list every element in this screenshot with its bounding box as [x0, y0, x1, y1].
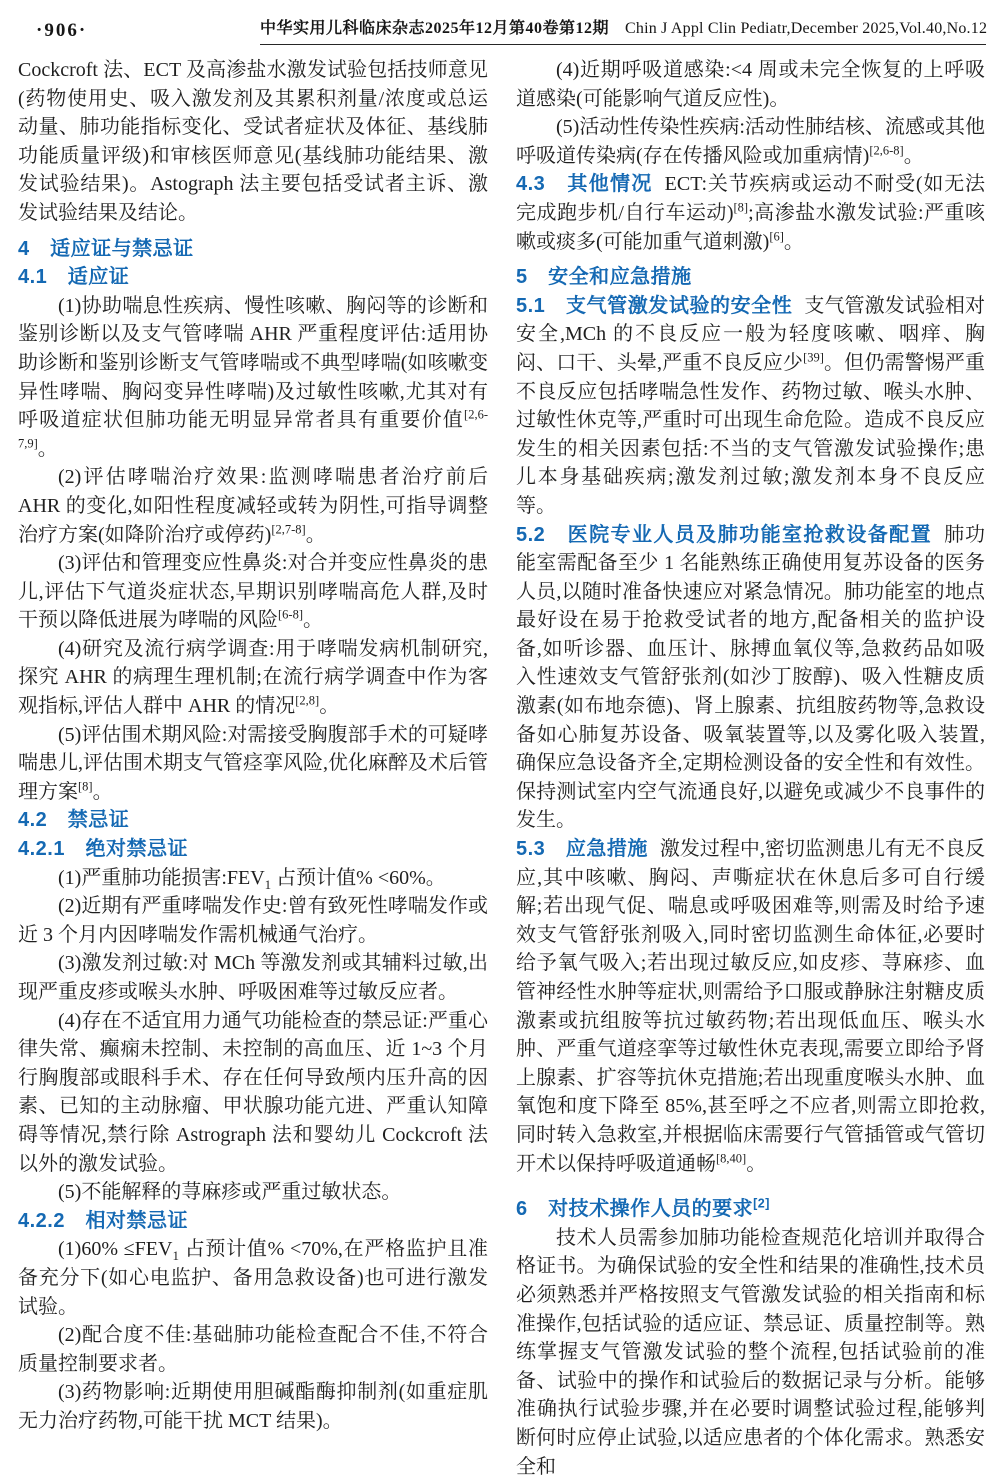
paragraph: (1)严重肺功能损害$:FEV_1$ 占预计值% <60%。 — [58, 866, 446, 892]
journal-title-cn: 中华实用儿科临床杂志2025年12月第40卷第12期 — [260, 20, 610, 37]
paragraph: (4)存在不适宜用力通气功能检查的禁忌证:严重心律失常、癫痫未控制、未控制的高血压、近 1~3 个月行胸腹部或眼科手术、存在任何导致颅内压升高的因素、已知的主动脉瘤、甲状腺功能亢进、严重认知障碍等情况,禁行除 Astrograph 法和婴幼儿 Cockcroft 法以外的激发试验。 — [18, 1009, 488, 1175]
runin-heading-label: 4.3 其他情况 — [516, 173, 653, 196]
runin-heading-label: 5.2 医院专业人员及肺功能室抢救设备配置 — [516, 523, 933, 546]
paragraph: $(1)60\% \le FEV_1$ 占预计值% <70%,在严格监护且准备充分下(如心电监护、备用急救设备)也可进行激发试验。 — [18, 1238, 488, 1318]
measure-subscript: 1 — [264, 876, 272, 892]
citation-superscript: [2] — [753, 1196, 770, 1211]
heading-label: 4.2 禁忌证 — [18, 809, 130, 832]
journal-title-en: Chin J Appl Clin Pediatr,December 2025,Vol.40,No.12 — [625, 20, 988, 37]
paragraph: (3)评估和管理变应性鼻炎:对合并变应性鼻炎的患儿,评估下气道炎症状态,早期识别哮喘高危人群,及时干预以降低进展为哮喘的风险[6-8]。 — [18, 552, 488, 632]
paragraph: (3)激发剂过敏:对 MCh 等激发剂或其辅料过敏,出现严重皮疹或喉头水肿、呼吸困难等过敏反应者。 — [18, 952, 488, 1003]
page-number: ·906· — [36, 20, 88, 41]
runin-paragraph: 5.1 支气管激发试验的安全性 支气管激发试验相对安全,MCh 的不良反应一般为轻度咳嗽、咽痒、胸闷、口干、头晕,严重不良反应少[39]。但仍需警惕严重不良反应包括哮喘急性发作、药物过敏、喉头水肿、过敏性休克等,严重时可出现生命危险。造成不良反应发生的相关因素包括:不当的支气管激发试验操作;患儿本身基础疾病;激发剂过敏;激发剂本身不良反应等。 — [516, 294, 986, 517]
paragraph: (5)不能解释的荨麻疹或严重过敏状态。 — [58, 1181, 402, 1204]
subsection-heading — [18, 835, 488, 864]
paragraph: (1)协助喘息性疾病、慢性咳嗽、胸闷等的诊断和鉴别诊断以及支气管哮喘 AHR 严重程度评估:适用协助诊断和鉴别诊断支气管哮喘或不典型哮喘(如咳嗽变异性哮喘、胸闷变异性哮喘)及过敏性咳嗽,尤其对有呼吸道症状但肺功能无明显异常者具有重要价值[2,6-7,9]。 — [18, 294, 488, 460]
citation-superscript: [6] — [769, 228, 784, 243]
citation-superscript: [2,8] — [295, 693, 320, 708]
subsection-heading — [18, 806, 488, 835]
paragraph: (2)配合度不佳:基础肺功能检查配合不佳,不符合质量控制要求者。 — [18, 1324, 488, 1375]
heading-label: 4 适应证与禁忌证 — [18, 237, 194, 260]
heading-label: 4.2.1 绝对禁忌证 — [18, 838, 188, 861]
citation-superscript: [8,40] — [716, 1150, 747, 1165]
heading-label: 4.2.2 相对禁忌证 — [18, 1209, 188, 1232]
citation-superscript: [8] — [733, 200, 749, 215]
section-heading — [516, 263, 985, 292]
paragraph: (2)近期有严重哮喘发作史:曾有致死性哮喘发作或近 3 个月内因哮喘发作需机械通气治疗。 — [18, 895, 488, 946]
subsection-heading — [18, 1207, 488, 1236]
runin-heading-label: 5.3 应急措施 — [516, 838, 648, 861]
citation-superscript: [6-8] — [278, 607, 303, 622]
paragraph: 技术人员需参加肺功能检查规范化培训并取得合格证书。为确保试验的安全性和结果的准确性,技术员必须熟悉并严格按照支气管激发试验的相关指南和标准操作,包括试验的适应证、禁忌证、质量控制等。熟练掌握支气管激发试验的整个流程,包括试验前的准备、试验中的操作和试验后的数据记录与分析。能够准确执行试验步骤,并在必要时调整试验过程,能够判断何时应停止试验,以适应患者的个体化需求。熟悉安全和 — [516, 1226, 985, 1478]
paragraph: (3)药物影响:近期使用胆碱酯酶抑制剂(如重症肌无力治疗药物,可能干扰 MCT 结果)。 — [18, 1381, 488, 1432]
heading-label: 4.1 适应证 — [18, 266, 130, 289]
heading-label: 6 对技术操作人员的要求 — [516, 1198, 754, 1221]
citation-superscript: [2,6-7,9] — [18, 407, 488, 451]
journal-citation — [260, 15, 986, 45]
paragraph: (5)评估围术期风险:对需接受胸腹部手术的可疑哮喘患儿,评估围术期支气管痉挛风险,优化麻醉及术后管理方案[8]。 — [18, 723, 488, 803]
runin-paragraph: 4.3 其他情况 ECT:关节疾病或运动不耐受(如无法完成跑步机/自行车运动)[8];高渗盐水激发试验:严重咳嗽或痰多(可能加重气道刺激)[6]。 — [516, 173, 985, 253]
citation-superscript: [2,7-8] — [271, 521, 306, 536]
paragraph: (4)近期呼吸道感染:<4 周或未完全恢复的上呼吸道感染(可能影响气道反应性)。 — [516, 59, 985, 110]
subsection-heading — [18, 263, 488, 292]
citation-superscript: [39] — [803, 350, 824, 365]
citation-superscript: [8] — [78, 779, 93, 794]
left-column — [18, 56, 488, 1436]
section-heading — [18, 235, 488, 264]
runin-paragraph: 5.3 应急措施 激发过程中,密切监测患儿有无不良反应,其中咳嗽、胸闷、声嘶症状在休息后多可自行缓解;若出现气促、喘息或呼吸困难等,则需及时给予速效支气管舒张剂吸入,同时密切监测生命体征,必要时给予氧气吸入;若出现过敏反应,如皮疹、荨麻疹、血管神经性水肿等症状,则需给予口服或静脉注射糖皮质激素或抗组胺等抗过敏药物;若出现低血压、喉头水肿、严重气道痉挛等过敏性休克表现,需要立即给予肾上腺素、扩容等抗休克措施;若出现重度喉头水肿、血氧饱和度下降至 85%,甚至呼之不应者,则需立即抢救,同时转入急救室,并根据临床需要行气管插管或气管切开术以保持呼吸道通畅[8,40]。 — [516, 838, 985, 1175]
runin-heading-label: 5.1 支气管激发试验的安全性 — [516, 294, 793, 317]
paragraph: Cockcroft 法、ECT 及高渗盐水激发试验包括技师意见(药物使用史、吸入激发剂及其累积剂量/浓度或总运动量、肺功能指标变化、受试者症状及体征、基线肺功能质量评级)和审核医师意见(基线肺功能结果、激发试验结果)。Astograph 法主要包括受试者主诉、激发试验结果及结论。 — [18, 59, 488, 224]
runin-paragraph: 5.2 医院专业人员及肺功能室抢救设备配置 肺功能室需配备至少 1 名能熟练正确使用复苏设备的医务人员,以随时准备快速应对紧急情况。肺功能室的地点最好设在易于抢救受试者的地方,配备相关的监护设备,如听诊器、血压计、脉搏血氧仪等,急救药品如吸入性速效支气管舒张剂(如沙丁胺醇)、吸入性糖皮质激素(如布地奈德)、肾上腺素、抗组胺药物等,急救设备如心肺复苏设备、吸氧装置等,以及雾化吸入装置,确保应急设备齐全,定期检测设备的安全性和有效性。保持测试室内空气流通良好,以避免或减少不良事件的发生。 — [516, 523, 985, 832]
measure-subscript: 1 — [172, 1248, 179, 1264]
citation-superscript: [2,6-8] — [869, 143, 904, 158]
section-heading — [516, 1195, 985, 1224]
heading-label: 5 安全和应急措施 — [516, 266, 692, 289]
paragraph: (2)评估哮喘治疗效果:监测哮喘患者治疗前后 AHR 的变化,如阳性程度减轻或转为阴性,可指导调整治疗方案(如降阶治疗或停药)[2,7-8]。 — [18, 466, 488, 546]
right-column — [516, 56, 985, 1481]
paragraph: (4)研究及流行病学调查:用于哮喘发病机制研究,探究 AHR 的病理生理机制;在流行病学调查中作为客观指标,评估人群中 AHR 的情况[2,8]。 — [18, 637, 488, 718]
paragraph: (5)活动性传染性疾病:活动性肺结核、流感或其他呼吸道传染病(存在传播风险或加重病情)[2,6-8]。 — [516, 116, 985, 167]
